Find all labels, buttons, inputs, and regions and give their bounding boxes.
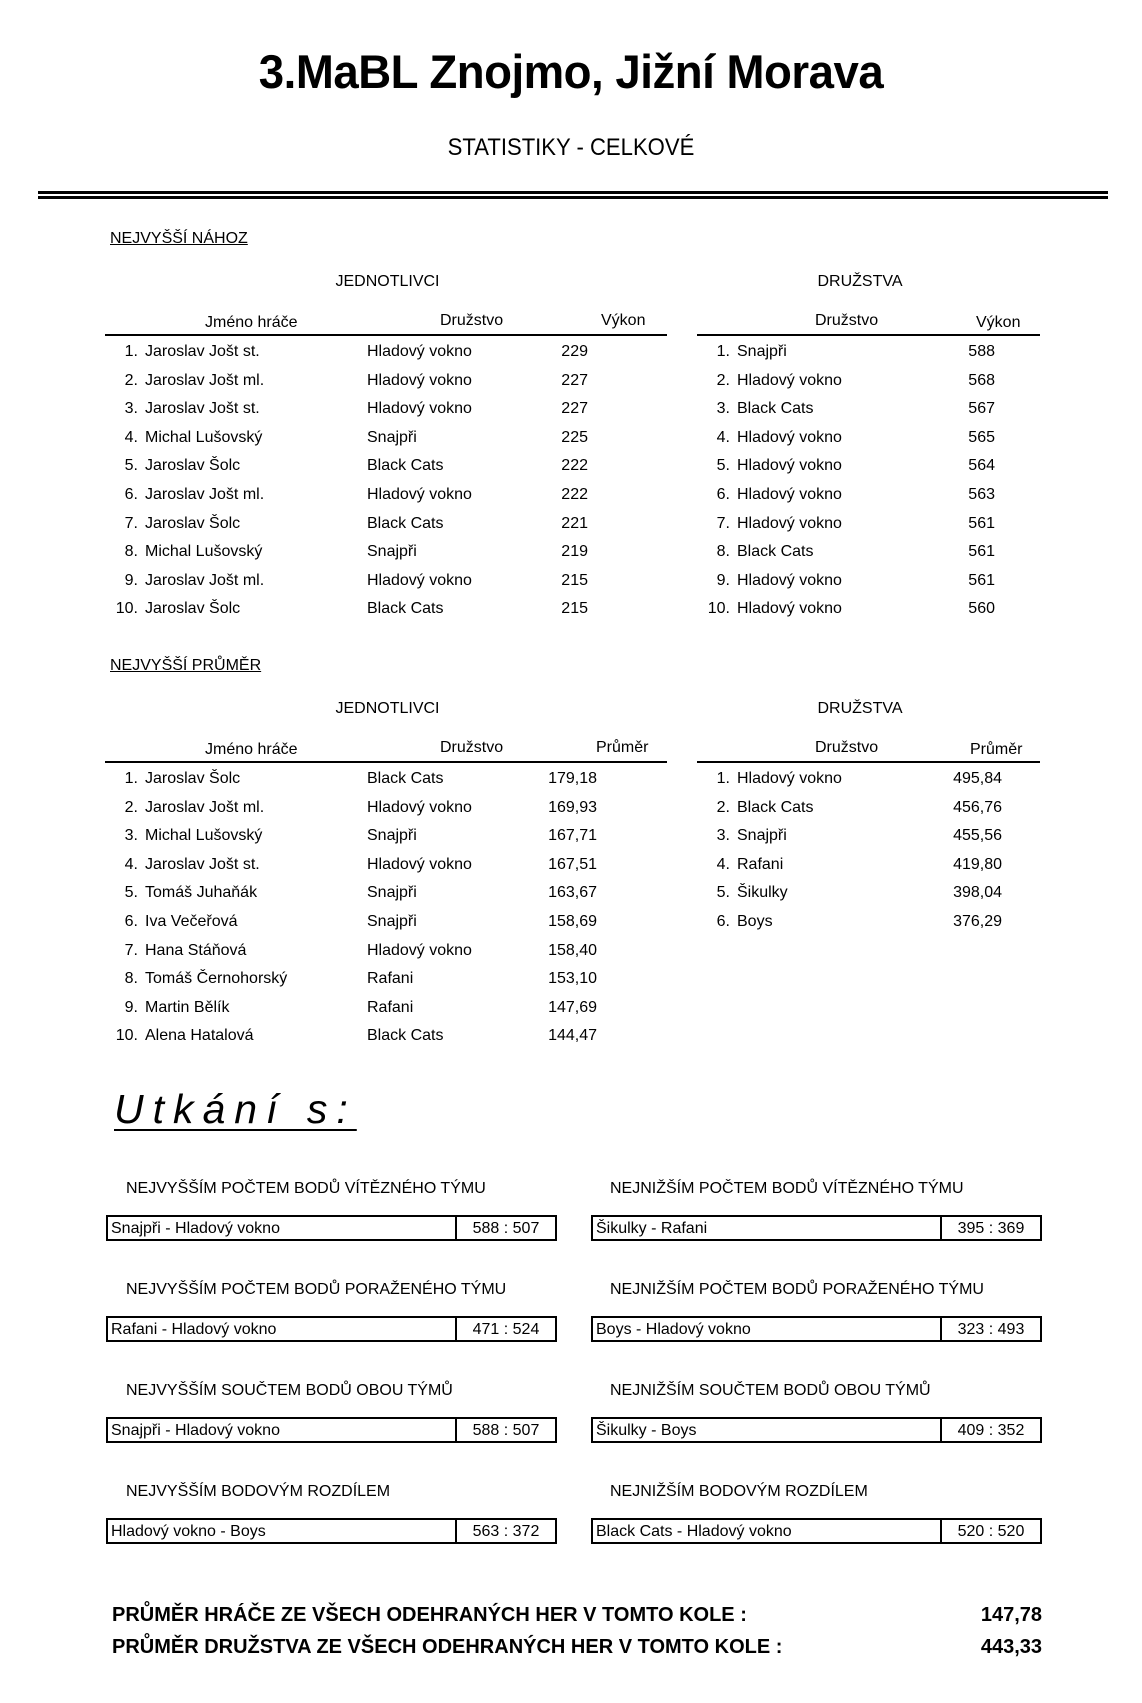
row-value: 455,56	[953, 827, 1002, 845]
match-result-box	[106, 1417, 557, 1443]
row-value: 222	[561, 485, 588, 503]
row-rank: 7.	[716, 514, 730, 532]
table-row	[697, 794, 1040, 823]
match-category-label: NEJNIŽŠÍM BODOVÝM ROZDÍLEM	[610, 1483, 868, 1500]
match-result-box	[106, 1316, 557, 1342]
row-rank: 1.	[716, 343, 730, 360]
highest-throw-teams-title: DRUŽSTVA	[817, 273, 903, 290]
col-header-performance: Výkon	[601, 312, 646, 329]
highest-throw-teams-table	[697, 338, 1040, 624]
row-value: 153,10	[548, 970, 597, 988]
match-result-box	[591, 1215, 1042, 1241]
table-row	[105, 481, 667, 510]
row-player-name: Jaroslav Jošt st.	[145, 400, 260, 418]
match-category-label: NEJVYŠŠÍM BODOVÝM ROZDÍLEM	[126, 1483, 391, 1500]
match-result-box	[591, 1518, 1042, 1544]
table-row	[105, 937, 667, 966]
header-divider-top	[38, 191, 1108, 194]
row-value: 561	[968, 571, 995, 589]
row-value: 227	[561, 400, 588, 418]
row-value: 225	[561, 428, 588, 446]
row-team: Snajpři	[367, 827, 417, 845]
col-header-average: Průměr	[970, 741, 1023, 758]
row-rank: 7.	[124, 941, 138, 959]
row-player-name: Martin Bělík	[145, 998, 230, 1016]
table-row	[697, 567, 1040, 596]
table-header-line	[105, 761, 667, 763]
table-row	[697, 424, 1040, 453]
match-score: 395 : 369	[957, 1220, 1025, 1237]
highest-average-teams-table	[697, 765, 1040, 937]
row-value: 560	[968, 600, 995, 618]
row-rank: 8.	[124, 543, 138, 561]
row-player-name: Jaroslav Šolc	[145, 457, 241, 475]
row-rank: 6.	[124, 485, 138, 503]
match-teams: Šikulky - Rafani	[593, 1217, 942, 1239]
row-team: Hladový vokno	[737, 485, 842, 503]
player-average-value: 147,78	[980, 1604, 1042, 1626]
row-team: Black Cats	[367, 770, 444, 787]
table-row	[697, 765, 1040, 794]
row-rank: 5.	[124, 457, 138, 475]
row-value: 167,71	[548, 827, 597, 845]
row-team: Black Cats	[367, 457, 444, 475]
row-rank: 6.	[716, 485, 730, 503]
match-category-label: NEJNIŽŠÍM SOUČTEM BODŮ OBOU TÝMŮ	[610, 1382, 931, 1399]
table-row	[105, 965, 667, 994]
row-player-name: Michal Lušovský	[145, 827, 263, 845]
table-row	[697, 851, 1040, 880]
row-rank: 10.	[115, 1027, 138, 1045]
table-row	[105, 424, 667, 453]
row-player-name: Michal Lušovský	[145, 543, 263, 561]
row-player-name: Jaroslav Jošt ml.	[145, 571, 265, 589]
row-value: 561	[968, 514, 995, 532]
row-player-name: Alena Hatalová	[145, 1027, 254, 1045]
row-team: Hladový vokno	[737, 514, 842, 532]
match-teams: Rafani - Hladový vokno	[108, 1318, 457, 1340]
table-row	[105, 1022, 667, 1051]
row-team: Hladový vokno	[367, 343, 472, 360]
row-rank: 4.	[124, 428, 138, 446]
match-teams: Snajpři - Hladový vokno	[108, 1217, 457, 1239]
row-rank: 3.	[716, 827, 730, 845]
row-rank: 5.	[716, 884, 730, 902]
row-rank: 10.	[115, 600, 138, 618]
match-category-label: NEJVYŠŠÍM SOUČTEM BODŮ OBOU TÝMŮ	[126, 1382, 453, 1399]
row-rank: 9.	[124, 998, 138, 1016]
row-team: Hladový vokno	[367, 571, 472, 589]
table-row	[697, 481, 1040, 510]
table-row	[697, 908, 1040, 937]
row-player-name: Jaroslav Šolc	[145, 514, 241, 532]
row-value: 456,76	[953, 798, 1002, 816]
row-value: 158,40	[548, 941, 597, 959]
row-rank: 5.	[716, 457, 730, 475]
row-rank: 9.	[716, 571, 730, 589]
team-average-value: 443,33	[980, 1636, 1042, 1658]
row-rank: 1.	[716, 770, 730, 787]
table-row	[105, 510, 667, 539]
highest-average-teams-title: DRUŽSTVA	[817, 700, 903, 717]
row-team: Black Cats	[367, 600, 444, 618]
table-row	[105, 794, 667, 823]
row-rank: 2.	[716, 371, 730, 389]
row-value: 215	[561, 600, 588, 618]
table-row	[105, 395, 667, 424]
row-rank: 2.	[124, 371, 138, 389]
row-value: 588	[968, 343, 995, 360]
row-team: Snajpři	[367, 543, 417, 561]
row-value: 563	[968, 485, 995, 503]
match-category-label: NEJVYŠŠÍM POČTEM BODŮ VÍTĚZNÉHO TÝMU	[126, 1180, 486, 1197]
match-teams: Šikulky - Boys	[593, 1419, 942, 1441]
row-team: Black Cats	[367, 1027, 444, 1045]
row-team: Snajpři	[367, 428, 417, 446]
row-team: Rafani	[367, 970, 414, 988]
row-value: 565	[968, 428, 995, 446]
match-score: 588 : 507	[472, 1220, 540, 1237]
table-header-line	[697, 334, 1040, 336]
row-team: Hladový vokno	[367, 400, 472, 418]
row-player-name: Iva Večeřová	[145, 912, 238, 930]
table-row	[105, 851, 667, 880]
header-divider-bottom	[38, 196, 1108, 199]
match-result-box	[106, 1215, 557, 1241]
table-row	[105, 567, 667, 596]
match-score: 588 : 507	[472, 1422, 540, 1439]
match-score: 323 : 493	[957, 1321, 1025, 1338]
row-value: 398,04	[953, 884, 1002, 902]
col-header-team: Družstvo	[815, 312, 879, 329]
row-value: 222	[561, 457, 588, 475]
row-team: Šikulky	[737, 884, 788, 902]
row-team: Hladový vokno	[367, 855, 472, 873]
highest-average-individuals-title: JEDNOTLIVCI	[335, 700, 440, 717]
row-rank: 4.	[124, 855, 138, 873]
row-team: Hladový vokno	[737, 428, 842, 446]
col-header-team: Družstvo	[440, 739, 504, 756]
row-value: 169,93	[548, 798, 597, 816]
row-player-name: Tomáš Černohorský	[145, 970, 288, 988]
row-team: Hladový vokno	[737, 770, 842, 787]
match-result-box	[591, 1417, 1042, 1443]
table-row	[105, 595, 667, 624]
match-teams: Boys - Hladový vokno	[593, 1318, 942, 1340]
col-header-player-name: Jméno hráče	[205, 741, 298, 758]
row-value: 158,69	[548, 912, 597, 930]
row-player-name: Jaroslav Šolc	[145, 770, 241, 787]
row-rank: 8.	[716, 543, 730, 561]
row-player-name: Jaroslav Šolc	[145, 600, 241, 618]
match-teams: Snajpři - Hladový vokno	[108, 1419, 457, 1441]
col-header-player-name: Jméno hráče	[205, 314, 298, 331]
row-rank: 7.	[124, 514, 138, 532]
row-rank: 3.	[124, 400, 138, 418]
row-team: Rafani	[737, 855, 784, 873]
table-header-line	[105, 334, 667, 336]
table-row	[697, 367, 1040, 396]
row-rank: 3.	[124, 827, 138, 845]
section-label-highest-average: NEJVYŠŠÍ PRŮMĚR	[110, 657, 262, 674]
row-team: Black Cats	[737, 543, 814, 561]
highest-throw-individuals-title: JEDNOTLIVCI	[335, 273, 440, 290]
table-row	[697, 879, 1040, 908]
col-header-average: Průměr	[596, 739, 649, 756]
row-team: Hladový vokno	[367, 371, 472, 389]
row-team: Hladový vokno	[737, 571, 842, 589]
table-row	[105, 338, 667, 367]
table-row	[105, 452, 667, 481]
row-value: 219	[561, 543, 588, 561]
col-header-performance: Výkon	[976, 314, 1021, 331]
row-team: Hladový vokno	[367, 798, 472, 816]
match-score: 471 : 524	[472, 1321, 540, 1338]
table-row	[105, 538, 667, 567]
row-value: 144,47	[548, 1027, 597, 1045]
row-rank: 2.	[716, 798, 730, 816]
match-category-label: NEJVYŠŠÍM POČTEM BODŮ PORAŽENÉHO TÝMU	[126, 1281, 507, 1298]
row-rank: 4.	[716, 428, 730, 446]
row-rank: 9.	[124, 571, 138, 589]
row-team: Hladový vokno	[737, 457, 842, 475]
match-score: 520 : 520	[957, 1523, 1025, 1540]
row-team: Snajpři	[367, 912, 417, 930]
matches-heading: Utkání s:	[114, 1086, 357, 1132]
row-value: 167,51	[548, 855, 597, 873]
row-value: 179,18	[548, 770, 597, 787]
match-result-box	[106, 1518, 557, 1544]
table-row	[105, 367, 667, 396]
row-rank: 6.	[124, 912, 138, 930]
row-team: Hladový vokno	[737, 371, 842, 389]
row-value: 227	[561, 371, 588, 389]
row-team: Snajpři	[367, 884, 417, 902]
match-score: 563 : 372	[472, 1523, 540, 1540]
table-row	[697, 338, 1040, 367]
row-player-name: Hana Stáňová	[145, 941, 247, 959]
table-row	[697, 538, 1040, 567]
page-subtitle: STATISTIKY - CELKOVÉ	[447, 134, 695, 161]
row-player-name: Michal Lušovský	[145, 428, 263, 446]
row-team: Hladový vokno	[737, 600, 842, 618]
row-team: Snajpři	[737, 827, 787, 845]
row-value: 221	[561, 514, 588, 532]
row-team: Black Cats	[737, 400, 814, 418]
section-label-highest-throw: NEJVYŠŠÍ NÁHOZ	[110, 230, 248, 247]
match-result-box	[591, 1316, 1042, 1342]
row-rank: 10.	[707, 600, 730, 618]
row-rank: 1.	[124, 770, 138, 787]
row-player-name: Jaroslav Jošt st.	[145, 343, 260, 360]
row-value: 147,69	[548, 998, 597, 1016]
table-row	[697, 395, 1040, 424]
table-row	[697, 595, 1040, 624]
row-player-name: Jaroslav Jošt st.	[145, 855, 260, 873]
row-player-name: Jaroslav Jošt ml.	[145, 798, 265, 816]
table-row	[697, 510, 1040, 539]
row-value: 495,84	[953, 770, 1002, 787]
row-player-name: Tomáš Juhaňák	[145, 884, 258, 902]
table-row	[697, 452, 1040, 481]
row-value: 561	[968, 543, 995, 561]
row-rank: 8.	[124, 970, 138, 988]
row-value: 568	[968, 371, 995, 389]
table-header-line	[697, 761, 1040, 763]
row-rank: 4.	[716, 855, 730, 873]
row-rank: 2.	[124, 798, 138, 816]
col-header-team: Družstvo	[440, 312, 504, 329]
match-score: 409 : 352	[957, 1422, 1025, 1439]
row-team: Boys	[737, 912, 773, 930]
highest-throw-individuals-table	[105, 338, 667, 624]
row-value: 419,80	[953, 855, 1002, 873]
match-teams: Hladový vokno - Boys	[108, 1520, 457, 1542]
row-value: 564	[968, 457, 995, 475]
row-rank: 5.	[124, 884, 138, 902]
row-team: Snajpři	[737, 343, 787, 360]
table-row	[105, 879, 667, 908]
row-player-name: Jaroslav Jošt ml.	[145, 485, 265, 503]
row-team: Black Cats	[367, 514, 444, 532]
table-row	[105, 994, 667, 1023]
row-value: 163,67	[548, 884, 597, 902]
row-team: Hladový vokno	[367, 941, 472, 959]
table-row	[697, 822, 1040, 851]
highest-average-individuals-table	[105, 765, 667, 1051]
match-teams: Black Cats - Hladový vokno	[593, 1520, 942, 1542]
row-rank: 3.	[716, 400, 730, 418]
match-category-label: NEJNIŽŠÍM POČTEM BODŮ VÍTĚZNÉHO TÝMU	[610, 1180, 964, 1197]
team-average-label: PRŮMĚR DRUŽSTVA ZE VŠECH ODEHRANÝCH HER V TOMTO KOLE :	[112, 1636, 783, 1658]
table-row	[105, 908, 667, 937]
row-value: 376,29	[953, 912, 1002, 930]
table-row	[105, 822, 667, 851]
page-title: 3.MaBL Znojmo, Jižní Morava	[258, 45, 884, 98]
table-row	[105, 765, 667, 794]
row-team: Rafani	[367, 998, 414, 1016]
row-rank: 6.	[716, 912, 730, 930]
row-team: Black Cats	[737, 798, 814, 816]
row-team: Hladový vokno	[367, 485, 472, 503]
row-value: 229	[561, 343, 588, 360]
row-player-name: Jaroslav Jošt ml.	[145, 371, 265, 389]
match-category-label: NEJNIŽŠÍM POČTEM BODŮ PORAŽENÉHO TÝMU	[610, 1281, 984, 1298]
col-header-team: Družstvo	[815, 739, 879, 756]
row-value: 215	[561, 571, 588, 589]
row-rank: 1.	[124, 343, 138, 360]
player-average-label: PRŮMĚR HRÁČE ZE VŠECH ODEHRANÝCH HER V TOMTO KOLE :	[112, 1604, 747, 1626]
row-value: 567	[968, 400, 995, 418]
